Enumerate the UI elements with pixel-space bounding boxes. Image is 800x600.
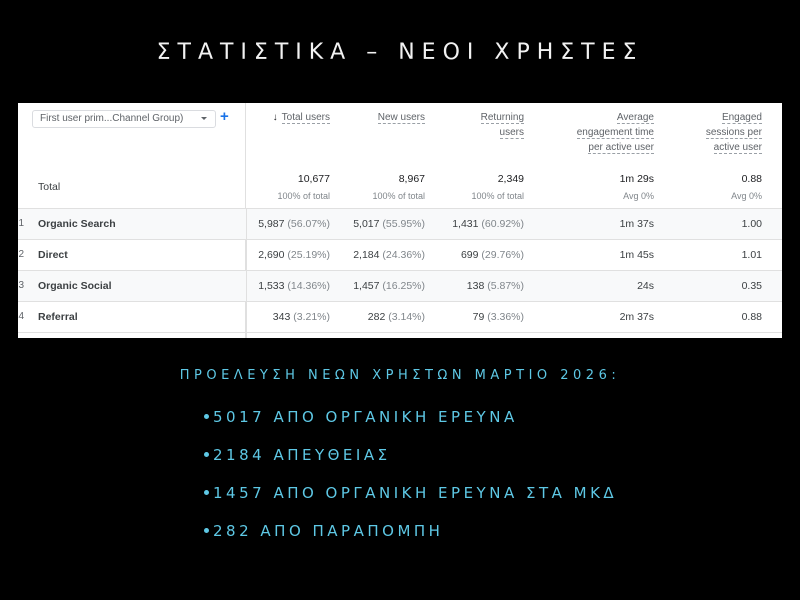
bullet-icon	[204, 452, 209, 457]
table-row[interactable]	[18, 270, 782, 301]
engagement-time-cell: 1m 37s	[619, 218, 654, 230]
total-users-cell: 1,533 (14.36%)	[258, 280, 330, 292]
engaged-sessions-cell: 0.88	[741, 311, 762, 323]
returning-users-sub: 100% of total	[471, 191, 524, 201]
new-users-sub: 100% of total	[372, 191, 425, 201]
returning-users-cell: 699 (29.76%)	[460, 249, 524, 261]
bullet-icon	[204, 414, 209, 419]
slide-title: ΣΤΑΤΙΣΤΙΚΑ – ΝΕΟΙ ΧΡΗΣΤΕΣ	[156, 40, 644, 65]
plus-icon[interactable]: +	[220, 108, 229, 125]
returning-users-cell: 1,431 (60.92%)	[452, 218, 524, 230]
table-row[interactable]	[18, 239, 782, 270]
engaged-sessions-sub: Avg 0%	[731, 191, 762, 201]
header-engaged-sessions[interactable]: Engaged sessions per active user	[705, 112, 762, 153]
totals-label: Total	[38, 181, 61, 193]
summary-item: 5017 ΑΠΟ ΟΡΓΑΝΙΚΗ ΕΡΕΥΝΑ	[200, 408, 617, 446]
engagement-time-cell: 24s	[637, 280, 654, 292]
header-avg-engagement-time[interactable]: Average engagement time per active user	[576, 112, 654, 153]
total-users-value: 10,677	[297, 173, 330, 185]
engagement-time-cell: 1m 45s	[619, 249, 654, 261]
total-users-sub: 100% of total	[277, 191, 330, 201]
channel-name: Referral	[38, 311, 78, 323]
header-returning-users[interactable]: Returning users	[480, 112, 524, 138]
dimension-dropdown[interactable]	[32, 110, 216, 128]
row-number: 2	[18, 249, 24, 260]
dimension-dropdown-label: First user prim...Channel Group)	[40, 113, 184, 124]
total-users-cell: 343 (3.21%)	[272, 311, 330, 323]
engaged-sessions-cell: 0.35	[741, 280, 762, 292]
divider	[246, 302, 247, 332]
divider	[246, 271, 247, 301]
analytics-report-table	[18, 103, 782, 338]
total-users-cell: 5,987 (56.07%)	[258, 218, 330, 230]
new-users-cell: 2,184 (24.36%)	[353, 249, 425, 261]
table-row-partial	[18, 332, 782, 338]
returning-users-cell: 79 (3.36%)	[472, 311, 524, 323]
summary-list	[200, 408, 617, 560]
engagement-time-cell: 2m 37s	[619, 311, 654, 323]
channel-name: Organic Search	[38, 218, 116, 230]
row-number: 4	[18, 311, 24, 322]
row-number: 3	[18, 280, 24, 291]
header-new-users[interactable]: New users	[377, 112, 425, 123]
row-number: 1	[18, 218, 24, 229]
engaged-sessions-cell: 1.01	[741, 249, 762, 261]
divider	[246, 209, 247, 239]
new-users-value: 8,967	[398, 173, 425, 185]
engaged-sessions-cell: 1.00	[741, 218, 762, 230]
returning-users-cell: 138 (5.87%)	[466, 280, 524, 292]
divider	[246, 333, 247, 338]
summary-item: 1457 ΑΠΟ ΟΡΓΑΝΙΚΗ ΕΡΕΥΝΑ ΣΤΑ ΜΚΔ	[200, 484, 617, 522]
arrow-down-icon: ↓	[272, 112, 278, 123]
engagement-time-sub: Avg 0%	[623, 191, 654, 201]
new-users-cell: 5,017 (55.95%)	[353, 218, 425, 230]
caret-down-icon	[201, 117, 207, 120]
total-users-cell: 2,690 (25.19%)	[258, 249, 330, 261]
summary-item: 2184 ΑΠΕΥΘΕΙΑΣ	[200, 446, 617, 484]
new-users-cell: 282 (3.14%)	[367, 311, 425, 323]
table-row[interactable]	[18, 208, 782, 239]
channel-name: Direct	[38, 249, 68, 261]
summary-heading: ΠΡΟΕΛΕΥΣΗ ΝΕΩΝ ΧΡΗΣΤΩΝ ΜΑΡΤΙΟ 2026:	[179, 368, 621, 383]
engaged-sessions-value: 0.88	[741, 173, 762, 185]
bullet-icon	[204, 490, 209, 495]
bullet-icon	[204, 528, 209, 533]
returning-users-value: 2,349	[497, 173, 524, 185]
new-users-cell: 1,457 (16.25%)	[353, 280, 425, 292]
summary-item: 282 ΑΠΟ ΠΑΡΑΠΟΜΠΗ	[200, 522, 617, 560]
header-total-users[interactable]: ↓ Total users	[272, 112, 330, 123]
engagement-time-value: 1m 29s	[619, 173, 654, 185]
divider	[246, 240, 247, 270]
table-row[interactable]	[18, 301, 782, 332]
channel-name: Organic Social	[38, 280, 112, 292]
